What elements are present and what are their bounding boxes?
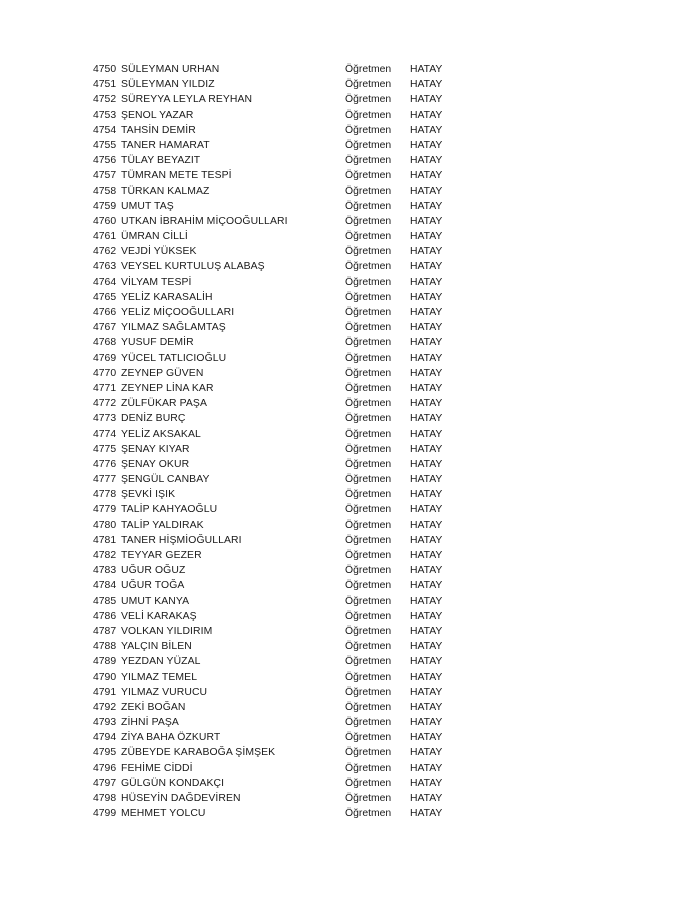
record-number: 4785 (93, 595, 117, 607)
record-row (93, 563, 463, 578)
record-row (93, 108, 463, 123)
record-name: DENİZ BURÇ (121, 413, 186, 425)
record-title: Öğretmen (345, 367, 392, 379)
record-number: 4797 (93, 777, 117, 789)
record-title: Öğretmen (345, 185, 392, 197)
record-row (93, 351, 463, 366)
record-row (93, 259, 463, 274)
record-title: Öğretmen (345, 291, 392, 303)
record-title: Öğretmen (345, 686, 392, 698)
record-name: VEYSEL KURTULUŞ ALABAŞ (121, 261, 265, 273)
record-name: TANER HAMARAT (121, 139, 210, 151)
record-title: Öğretmen (345, 79, 392, 91)
record-number: 4764 (93, 276, 117, 288)
record-title: Öğretmen (345, 747, 392, 759)
record-row (93, 715, 463, 730)
record-city: HATAY (410, 109, 443, 121)
record-number: 4793 (93, 717, 117, 729)
record-city: HATAY (410, 79, 443, 91)
record-row (93, 502, 463, 517)
record-name: GÜLGÜN KONDAKÇI (121, 777, 225, 789)
record-title: Öğretmen (345, 109, 392, 121)
record-row (93, 320, 463, 335)
record-name: YILMAZ VURUCU (121, 686, 208, 698)
record-city: HATAY (410, 64, 443, 75)
record-city: HATAY (410, 504, 443, 516)
record-number: 4774 (93, 428, 117, 440)
record-city: HATAY (410, 625, 443, 637)
record-title: Öğretmen (345, 762, 392, 774)
record-number: 4790 (93, 671, 117, 683)
record-row (93, 229, 463, 244)
record-city: HATAY (410, 732, 443, 744)
record-title: Öğretmen (345, 155, 392, 167)
record-number: 4757 (93, 170, 117, 182)
record-title: Öğretmen (345, 534, 392, 546)
record-name: YEZDAN YÜZAL (121, 656, 201, 668)
record-title: Öğretmen (345, 489, 392, 501)
record-row (93, 123, 463, 138)
record-row (93, 487, 463, 502)
record-name: YELİZ MİÇOOĞULLARI (121, 307, 235, 318)
record-city: HATAY (410, 717, 443, 729)
record-title: Öğretmen (345, 276, 392, 288)
record-number: 4795 (93, 747, 117, 759)
record-name: YALÇIN BİLEN (121, 641, 192, 653)
record-row (93, 548, 463, 563)
record-city: HATAY (410, 641, 443, 653)
record-city: HATAY (410, 185, 443, 197)
record-name: ZÜLFÜKAR PAŞA (121, 398, 207, 410)
record-city: HATAY (410, 671, 443, 683)
record-number: 4782 (93, 550, 117, 561)
record-name: FEHİME CİDDİ (121, 762, 193, 774)
record-number: 4792 (93, 701, 117, 713)
record-city: HATAY (410, 231, 443, 243)
record-number: 4759 (93, 200, 117, 212)
record-name: YILMAZ SAĞLAMTAŞ (121, 322, 226, 334)
record-city: HATAY (410, 534, 443, 546)
record-title: Öğretmen (345, 246, 392, 258)
record-number: 4767 (93, 322, 117, 334)
record-number: 4780 (93, 519, 117, 531)
record-name: TÜMRAN METE TESPİ (121, 170, 232, 182)
record-city: HATAY (410, 595, 443, 607)
record-number: 4798 (93, 793, 117, 804)
record-name: ZİYA BAHA ÖZKURT (121, 732, 221, 744)
record-city: HATAY (410, 246, 443, 258)
record-number: 4766 (93, 307, 117, 318)
record-name: YUSUF DEMİR (121, 337, 194, 349)
record-row (93, 62, 463, 77)
record-number: 4788 (93, 641, 117, 653)
record-city: HATAY (410, 367, 443, 379)
record-title: Öğretmen (345, 671, 392, 683)
record-city: HATAY (410, 474, 443, 486)
record-name: ZİHNİ PAŞA (121, 717, 179, 729)
record-row (93, 745, 463, 760)
record-city: HATAY (410, 808, 443, 820)
record-number: 4758 (93, 185, 117, 197)
record-number: 4789 (93, 656, 117, 668)
record-city: HATAY (410, 398, 443, 410)
record-name: VELİ KARAKAŞ (121, 610, 197, 622)
record-row (93, 700, 463, 715)
record-number: 4775 (93, 443, 117, 455)
record-number: 4781 (93, 534, 117, 546)
record-name: TÜRKAN KALMAZ (121, 185, 210, 197)
record-row (93, 791, 463, 806)
record-name: UĞUR TOĞA (121, 580, 185, 592)
record-title: Öğretmen (345, 458, 392, 470)
record-city: HATAY (410, 200, 443, 212)
record-number: 4761 (93, 231, 117, 243)
record-city: HATAY (410, 261, 443, 273)
record-number: 4771 (93, 382, 117, 394)
record-name: YELİZ KARASALİH (121, 291, 213, 303)
record-row (93, 335, 463, 350)
record-number: 4779 (93, 504, 117, 516)
record-city: HATAY (410, 701, 443, 713)
record-title: Öğretmen (345, 382, 392, 394)
record-number: 4791 (93, 686, 117, 698)
record-name: ŞENAY KIYAR (121, 443, 190, 455)
record-row (93, 244, 463, 259)
record-name: TANER HİŞMİOĞULLARI (121, 534, 242, 546)
record-row (93, 594, 463, 609)
record-row (93, 730, 463, 745)
record-row (93, 153, 463, 168)
record-city: HATAY (410, 352, 443, 364)
record-name: UĞUR OĞUZ (121, 565, 186, 577)
record-number: 4750 (93, 64, 117, 75)
record-city: HATAY (410, 94, 443, 106)
record-name: TAHSİN DEMİR (121, 124, 196, 136)
record-row (93, 685, 463, 700)
record-title: Öğretmen (345, 793, 392, 804)
record-city: HATAY (410, 428, 443, 440)
record-row (93, 609, 463, 624)
record-title: Öğretmen (345, 610, 392, 622)
record-number: 4752 (93, 94, 117, 106)
record-row (93, 381, 463, 396)
record-title: Öğretmen (345, 352, 392, 364)
record-title: Öğretmen (345, 200, 392, 212)
record-number: 4784 (93, 580, 117, 592)
record-title: Öğretmen (345, 443, 392, 455)
record-number: 4794 (93, 732, 117, 744)
record-number: 4756 (93, 155, 117, 167)
record-title: Öğretmen (345, 565, 392, 577)
record-row (93, 624, 463, 639)
record-title: Öğretmen (345, 717, 392, 729)
record-row (93, 290, 463, 305)
record-city: HATAY (410, 443, 443, 455)
record-city: HATAY (410, 322, 443, 334)
record-number: 4760 (93, 215, 117, 227)
record-city: HATAY (410, 580, 443, 592)
record-row (93, 654, 463, 669)
record-name: ŞEVKİ IŞIK (121, 489, 176, 501)
record-row (93, 761, 463, 776)
record-row (93, 776, 463, 791)
record-number: 4777 (93, 474, 117, 486)
record-row (93, 533, 463, 548)
record-city: HATAY (410, 656, 443, 668)
record-title: Öğretmen (345, 474, 392, 486)
record-city: HATAY (410, 686, 443, 698)
record-title: Öğretmen (345, 170, 392, 182)
record-city: HATAY (410, 519, 443, 531)
record-name: VOLKAN YILDIRIM (121, 625, 213, 637)
record-city: HATAY (410, 489, 443, 501)
record-title: Öğretmen (345, 656, 392, 668)
record-title: Öğretmen (345, 337, 392, 349)
record-row (93, 518, 463, 533)
record-name: UMUT KANYA (121, 595, 190, 607)
record-number: 4753 (93, 109, 117, 121)
record-title: Öğretmen (345, 261, 392, 273)
record-title: Öğretmen (345, 777, 392, 789)
record-row (93, 578, 463, 593)
record-city: HATAY (410, 215, 443, 227)
record-row (93, 442, 463, 457)
record-row (93, 275, 463, 290)
record-row (93, 457, 463, 472)
record-name: VEJDİ YÜKSEK (121, 246, 197, 258)
record-title: Öğretmen (345, 701, 392, 713)
record-title: Öğretmen (345, 231, 392, 243)
record-number: 4786 (93, 610, 117, 622)
record-city: HATAY (410, 610, 443, 622)
record-number: 4768 (93, 337, 117, 349)
record-city: HATAY (410, 762, 443, 774)
record-row (93, 168, 463, 183)
record-number: 4787 (93, 625, 117, 637)
record-row (93, 199, 463, 214)
record-city: HATAY (410, 793, 443, 804)
record-row (93, 366, 463, 381)
record-title: Öğretmen (345, 413, 392, 425)
record-row (93, 411, 463, 426)
record-row (93, 427, 463, 442)
record-name: MEHMET YOLCU (121, 808, 206, 820)
record-city: HATAY (410, 777, 443, 789)
record-title: Öğretmen (345, 580, 392, 592)
record-title: Öğretmen (345, 215, 392, 227)
record-number: 4772 (93, 398, 117, 410)
record-name: UMUT TAŞ (121, 200, 174, 212)
record-title: Öğretmen (345, 428, 392, 440)
record-city: HATAY (410, 291, 443, 303)
record-name: ZÜBEYDE KARABOĞA ŞİMŞEK (121, 747, 276, 759)
record-name: TEYYAR GEZER (121, 550, 202, 561)
record-row (93, 214, 463, 229)
record-city: HATAY (410, 747, 443, 759)
record-row (93, 472, 463, 487)
record-name: YÜCEL TATLICIOĞLU (121, 352, 227, 364)
record-title: Öğretmen (345, 808, 392, 820)
record-number: 4754 (93, 124, 117, 136)
record-title: Öğretmen (345, 307, 392, 318)
record-name: ŞENGÜL CANBAY (121, 474, 210, 486)
record-name: SÜLEYMAN URHAN (121, 64, 220, 75)
record-number: 4778 (93, 489, 117, 501)
record-name: ZEKİ BOĞAN (121, 701, 186, 713)
record-number: 4770 (93, 367, 117, 379)
record-row (93, 639, 463, 654)
record-city: HATAY (410, 307, 443, 318)
record-city: HATAY (410, 565, 443, 577)
record-name: ZEYNEP LİNA KAR (121, 382, 214, 394)
record-name: TALİP KAHYAOĞLU (121, 504, 218, 516)
record-number: 4762 (93, 246, 117, 258)
record-city: HATAY (410, 124, 443, 136)
record-title: Öğretmen (345, 595, 392, 607)
record-number: 4776 (93, 458, 117, 470)
record-title: Öğretmen (345, 398, 392, 410)
record-name: TÜLAY BEYAZIT (121, 155, 201, 167)
record-title: Öğretmen (345, 625, 392, 637)
record-name: HÜSEYİN DAĞDEVİREN (121, 793, 241, 804)
record-number: 4763 (93, 261, 117, 273)
record-city: HATAY (410, 170, 443, 182)
record-row (93, 138, 463, 153)
record-row (93, 184, 463, 199)
record-title: Öğretmen (345, 322, 392, 334)
record-title: Öğretmen (345, 550, 392, 561)
record-name: YILMAZ TEMEL (121, 671, 198, 683)
record-city: HATAY (410, 337, 443, 349)
record-name: ŞENAY OKUR (121, 458, 190, 470)
record-city: HATAY (410, 413, 443, 425)
record-name: YELİZ AKSAKAL (121, 428, 201, 440)
record-title: Öğretmen (345, 732, 392, 744)
record-row (93, 670, 463, 685)
record-title: Öğretmen (345, 64, 392, 75)
record-city: HATAY (410, 276, 443, 288)
record-number: 4783 (93, 565, 117, 577)
record-name: ŞENOL YAZAR (121, 109, 194, 121)
record-name: ÜMRAN CİLLİ (121, 231, 188, 243)
record-city: HATAY (410, 382, 443, 394)
record-number: 4765 (93, 291, 117, 303)
record-number: 4755 (93, 139, 117, 151)
record-title: Öğretmen (345, 504, 392, 516)
record-name: VİLYAM TESPİ (121, 276, 192, 288)
record-number: 4796 (93, 762, 117, 774)
record-title: Öğretmen (345, 139, 392, 151)
record-city: HATAY (410, 155, 443, 167)
record-city: HATAY (410, 139, 443, 151)
record-name: SÜLEYMAN YILDIZ (121, 79, 215, 91)
record-name: TALİP YALDIRAK (121, 519, 204, 531)
record-name: UTKAN İBRAHİM MİÇOOĞULLARI (121, 215, 288, 227)
record-title: Öğretmen (345, 124, 392, 136)
record-city: HATAY (410, 550, 443, 561)
record-row (93, 396, 463, 411)
record-number: 4751 (93, 79, 117, 91)
record-name: SÜREYYA LEYLA REYHAN (121, 94, 253, 106)
record-name: ZEYNEP GÜVEN (121, 367, 204, 379)
record-number: 4773 (93, 413, 117, 425)
record-city: HATAY (410, 458, 443, 470)
record-list (93, 62, 463, 821)
record-number: 4769 (93, 352, 117, 364)
record-title: Öğretmen (345, 94, 392, 106)
record-row (93, 77, 463, 92)
record-row (93, 305, 463, 320)
record-title: Öğretmen (345, 519, 392, 531)
record-title: Öğretmen (345, 641, 392, 653)
record-row (93, 92, 463, 107)
record-row (93, 806, 463, 821)
record-number: 4799 (93, 808, 117, 820)
